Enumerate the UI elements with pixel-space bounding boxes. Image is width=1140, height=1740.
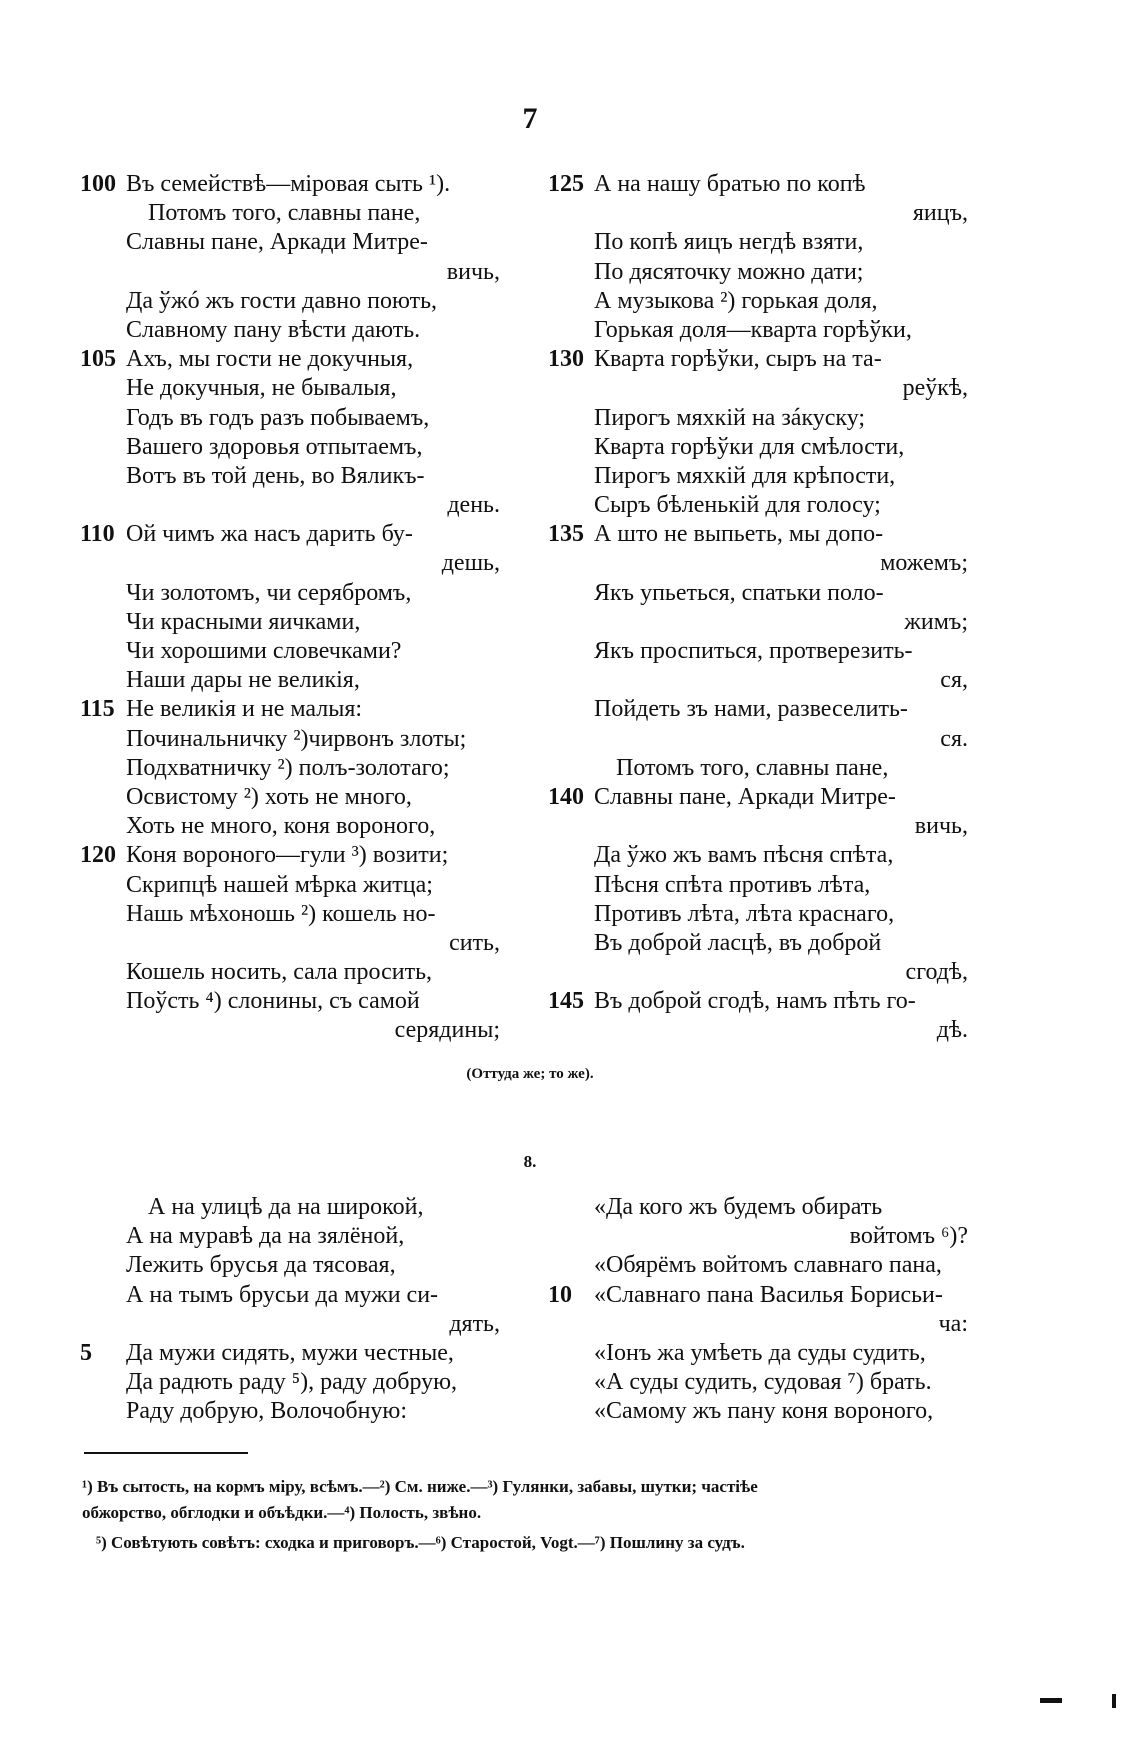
- verse-text: Горькая доля—кварта горѣўки,: [594, 316, 912, 343]
- verse-text: дять,: [449, 1310, 500, 1337]
- verse-line: [548, 725, 988, 754]
- verse-line: [548, 754, 988, 783]
- verse-line: [548, 228, 988, 257]
- verse-text: Хоть не много, коня вороного,: [126, 813, 436, 840]
- verse-line: [548, 170, 988, 199]
- footnote-line: ⁵) Совѣтують совѣтъ: сходка и приговоръ.—⁶) Старостой, Vogt.—⁷) Пошлину за судъ.: [96, 1533, 745, 1552]
- verse-text: Пѣсня спѣта противъ лѣта,: [594, 871, 871, 898]
- verse-line: [80, 462, 520, 491]
- verse-text: «Іонъ жа умѣеть да суды судить,: [594, 1339, 926, 1366]
- verse-line: [548, 1251, 988, 1280]
- verse-line: [80, 258, 520, 287]
- verse-line: [80, 812, 520, 841]
- verse-line: [548, 958, 988, 987]
- verse-line: [548, 1193, 988, 1222]
- verse-line: [548, 258, 988, 287]
- verse-line: [548, 433, 988, 462]
- verse-text: Да мужи сидять, мужи честные,: [126, 1339, 454, 1366]
- scan-mark: [1040, 1698, 1062, 1703]
- verse-text: По дясяточку можно дати;: [594, 258, 864, 285]
- verse-text: Вотъ въ той день, во Вяликъ-: [126, 462, 425, 489]
- verse-text: Якъ проспиться, протверезить-: [594, 638, 913, 664]
- verse-line: [80, 1397, 520, 1426]
- verse-text: Сыръ бѣленькій для голосу;: [594, 492, 881, 519]
- verse-line: [548, 929, 988, 958]
- verse-line: [548, 520, 988, 549]
- verse-text: Не докучныя, не бывалыя,: [126, 375, 397, 402]
- verse-line: [548, 549, 988, 578]
- verse-text: ся,: [940, 667, 968, 694]
- footnote-line: обжорство, обглодки и объѣдки.—⁴) Полость, звѣно.: [82, 1503, 482, 1522]
- verse-line: [80, 287, 520, 316]
- verse-line: [80, 929, 520, 958]
- line-number: 140: [548, 783, 584, 810]
- verse-line: [548, 1222, 988, 1251]
- line-number: 100: [80, 171, 116, 197]
- verse-line: [80, 1368, 520, 1397]
- verse-line: [548, 812, 988, 841]
- verse-line: [80, 725, 520, 754]
- verse-text: сгодѣ,: [905, 959, 968, 986]
- verse-line: [80, 1339, 520, 1368]
- source-note: (Оттуда же; то же).: [466, 1066, 594, 1082]
- verse-line: [548, 637, 988, 666]
- verse-line: [548, 491, 988, 520]
- verse-text: Кварта горѣўки, сыръ на та-: [594, 346, 882, 373]
- verse-text: ся.: [940, 725, 968, 752]
- verse-text: Да радють раду ⁵), раду добрую,: [126, 1369, 458, 1396]
- verse-text: дешь,: [441, 550, 500, 577]
- verse-line: [80, 579, 520, 608]
- verse-line: [548, 199, 988, 228]
- verse-text: «Самому жъ пану коня вороного,: [594, 1398, 934, 1425]
- verse-line: [80, 1281, 520, 1310]
- verse-line: [548, 608, 988, 637]
- verse-line: [80, 754, 520, 783]
- verse-text: Годъ въ годъ разъ побываемъ,: [126, 404, 430, 431]
- verse-text: Не великія и не малыя:: [126, 696, 363, 723]
- verse-text: Лежить брусья да тясовая,: [126, 1252, 396, 1279]
- verse-line: [548, 987, 988, 1016]
- verse-text: сить,: [449, 929, 500, 956]
- verse-text: серядины;: [394, 1017, 500, 1044]
- verse-text: вичь,: [914, 813, 968, 840]
- verse-line: [80, 199, 520, 228]
- line-number: 145: [548, 988, 584, 1015]
- verse-text: Пирогъ мяхкій на зáкуску;: [594, 404, 866, 431]
- verse-line: [80, 666, 520, 695]
- verse-line: [80, 1222, 520, 1251]
- line-number: 110: [80, 521, 115, 548]
- verse-text: Въ семействѣ—міровая сыть ¹).: [126, 171, 451, 197]
- verse-text: Въ доброй ласцѣ, въ доброй: [594, 929, 882, 956]
- verse-text: Въ доброй сгодѣ, намъ пѣть го-: [594, 988, 916, 1015]
- poem-1-left-column: [80, 170, 520, 1046]
- verse-text: Кварта горѣўки для смѣлости,: [594, 433, 905, 460]
- verse-text: Скрипцѣ нашей мѣрка житца;: [126, 871, 433, 898]
- line-number: 115: [80, 696, 115, 723]
- verse-line: [548, 841, 988, 870]
- verse-text: Чи хорошими словечками?: [126, 638, 402, 664]
- verse-text: Пирогъ мяхкій для крѣпости,: [594, 462, 896, 489]
- verse-text: «Славнаго пана Василья Борисьи-: [594, 1281, 943, 1308]
- verse-line: [548, 287, 988, 316]
- verse-line: [548, 666, 988, 695]
- verse-line: [548, 783, 988, 812]
- verse-line: [80, 987, 520, 1016]
- poem-2-left-column: [80, 1193, 520, 1427]
- verse-line: [548, 1016, 988, 1045]
- line-number: 120: [80, 842, 116, 869]
- verse-text: войтомъ ⁶)?: [849, 1223, 968, 1250]
- section-number: 8.: [523, 1152, 537, 1171]
- verse-text: день.: [447, 492, 500, 519]
- footnote-divider: [84, 1452, 248, 1454]
- verse-line: [80, 783, 520, 812]
- line-number: 5: [80, 1339, 92, 1366]
- verse-text: А на нашу братью по копѣ: [594, 171, 866, 197]
- line-number: 130: [548, 346, 584, 373]
- verse-line: [80, 520, 520, 549]
- verse-line: [548, 1339, 988, 1368]
- verse-line: [80, 345, 520, 374]
- verse-text: Нашь мѣхоношь ²) кошель но-: [126, 900, 436, 927]
- verse-text: Да ўжо жъ вамъ пѣсня спѣта,: [594, 842, 894, 869]
- line-number: 135: [548, 521, 584, 548]
- verse-text: «А суды судить, судовая ⁷) брать.: [594, 1369, 932, 1396]
- verse-text: Ой чимъ жа насъ дарить бу-: [126, 521, 413, 548]
- verse-text: Потомъ того, славны пане,: [616, 754, 889, 781]
- verse-line: [548, 462, 988, 491]
- verse-text: Якъ упьеться, спатьки поло-: [594, 579, 884, 606]
- verse-line: [80, 958, 520, 987]
- verse-text: Пойдеть зъ нами, развеселить-: [594, 696, 908, 723]
- verse-text: вичь,: [446, 258, 500, 285]
- verse-line: [80, 404, 520, 433]
- verse-line: [548, 695, 988, 724]
- verse-text: реўкѣ,: [902, 375, 968, 402]
- verse-text: Подхватничку ²) полъ-золотаго;: [126, 754, 450, 781]
- verse-line: [548, 1310, 988, 1339]
- verse-text: А на муравѣ да на зялёной,: [126, 1223, 405, 1250]
- verse-line: [548, 404, 988, 433]
- poem-1-right-column: [548, 170, 988, 1046]
- verse-text: А на улицѣ да на широкой,: [148, 1194, 424, 1220]
- verse-line: [80, 491, 520, 520]
- verse-line: [548, 345, 988, 374]
- verse-line: [80, 374, 520, 403]
- verse-text: Чи красными яичками,: [126, 608, 361, 635]
- verse-text: Да ўжó жъ гости давно поють,: [126, 287, 438, 314]
- verse-line: [80, 228, 520, 257]
- verse-text: Кошель носить, сала просить,: [126, 959, 433, 986]
- verse-line: [80, 170, 520, 199]
- verse-line: [80, 1193, 520, 1222]
- verse-line: [80, 1016, 520, 1045]
- verse-text: По копѣ яицъ негдѣ взяти,: [594, 229, 864, 256]
- verse-text: Славны пане, Аркади Митре-: [594, 783, 896, 810]
- verse-line: [80, 695, 520, 724]
- verse-text: Освистому ²) хоть не много,: [126, 783, 412, 810]
- verse-line: [548, 1368, 988, 1397]
- verse-text: Славному пану вѣсти дають.: [126, 316, 421, 343]
- verse-text: «Да кого жъ будемъ обирать: [594, 1194, 883, 1220]
- verse-text: яицъ,: [912, 200, 968, 227]
- verse-line: [80, 871, 520, 900]
- verse-line: [80, 1310, 520, 1339]
- scan-mark: [1112, 1694, 1116, 1708]
- verse-text: можемъ;: [880, 550, 968, 577]
- verse-text: А на тымъ брусьи да мужи си-: [126, 1281, 439, 1308]
- verse-line: [80, 549, 520, 578]
- verse-line: [80, 637, 520, 666]
- verse-text: дѣ.: [936, 1017, 968, 1044]
- page-number: 7: [522, 102, 538, 135]
- verse-text: А музыкова ²) горькая доля,: [594, 287, 878, 314]
- line-number: 125: [548, 171, 584, 197]
- footnote-line: ¹) Въ сытость, на кормъ міру, всѣмъ.—²) См. ниже.—³) Гулянки, забавы, шутки; частіѣе: [82, 1477, 758, 1496]
- verse-line: [548, 871, 988, 900]
- line-number: 10: [548, 1281, 572, 1308]
- verse-line: [548, 1397, 988, 1426]
- verse-line: [80, 1251, 520, 1280]
- verse-text: Починальничку ²)чирвонъ злоты;: [126, 725, 467, 752]
- verse-text: Коня вороного—гули ³) возити;: [126, 842, 449, 869]
- verse-line: [548, 374, 988, 403]
- verse-line: [80, 900, 520, 929]
- verse-line: [548, 579, 988, 608]
- verse-text: Чи золотомъ, чи серябромъ,: [126, 579, 412, 606]
- verse-text: Раду добрую, Волочобную:: [126, 1398, 408, 1425]
- verse-text: жимъ;: [904, 608, 968, 635]
- verse-text: Противъ лѣта, лѣта краснаго,: [594, 900, 895, 927]
- verse-text: «Обярёмъ войтомъ славнаго пана,: [594, 1252, 942, 1279]
- verse-line: [80, 841, 520, 870]
- line-number: 105: [80, 346, 116, 373]
- verse-text: Наши дары не великія,: [126, 667, 360, 694]
- verse-line: [80, 316, 520, 345]
- verse-text: Поўсть ⁴) слонины, съ самой: [126, 988, 420, 1015]
- verse-text: Ахъ, мы гости не докучныя,: [126, 346, 414, 373]
- verse-text: Вашего здоровья отпытаемъ,: [126, 433, 423, 460]
- verse-line: [80, 608, 520, 637]
- verse-text: ча:: [938, 1310, 968, 1337]
- verse-line: [80, 433, 520, 462]
- verse-text: Славны пане, Аркади Митре-: [126, 229, 428, 256]
- verse-line: [548, 900, 988, 929]
- verse-text: Потомъ того, славны пане,: [148, 200, 421, 227]
- poem-2-right-column: [548, 1193, 988, 1427]
- verse-text: А што не выпьеть, мы допо-: [594, 521, 884, 548]
- verse-line: [548, 316, 988, 345]
- verse-line: [548, 1281, 988, 1310]
